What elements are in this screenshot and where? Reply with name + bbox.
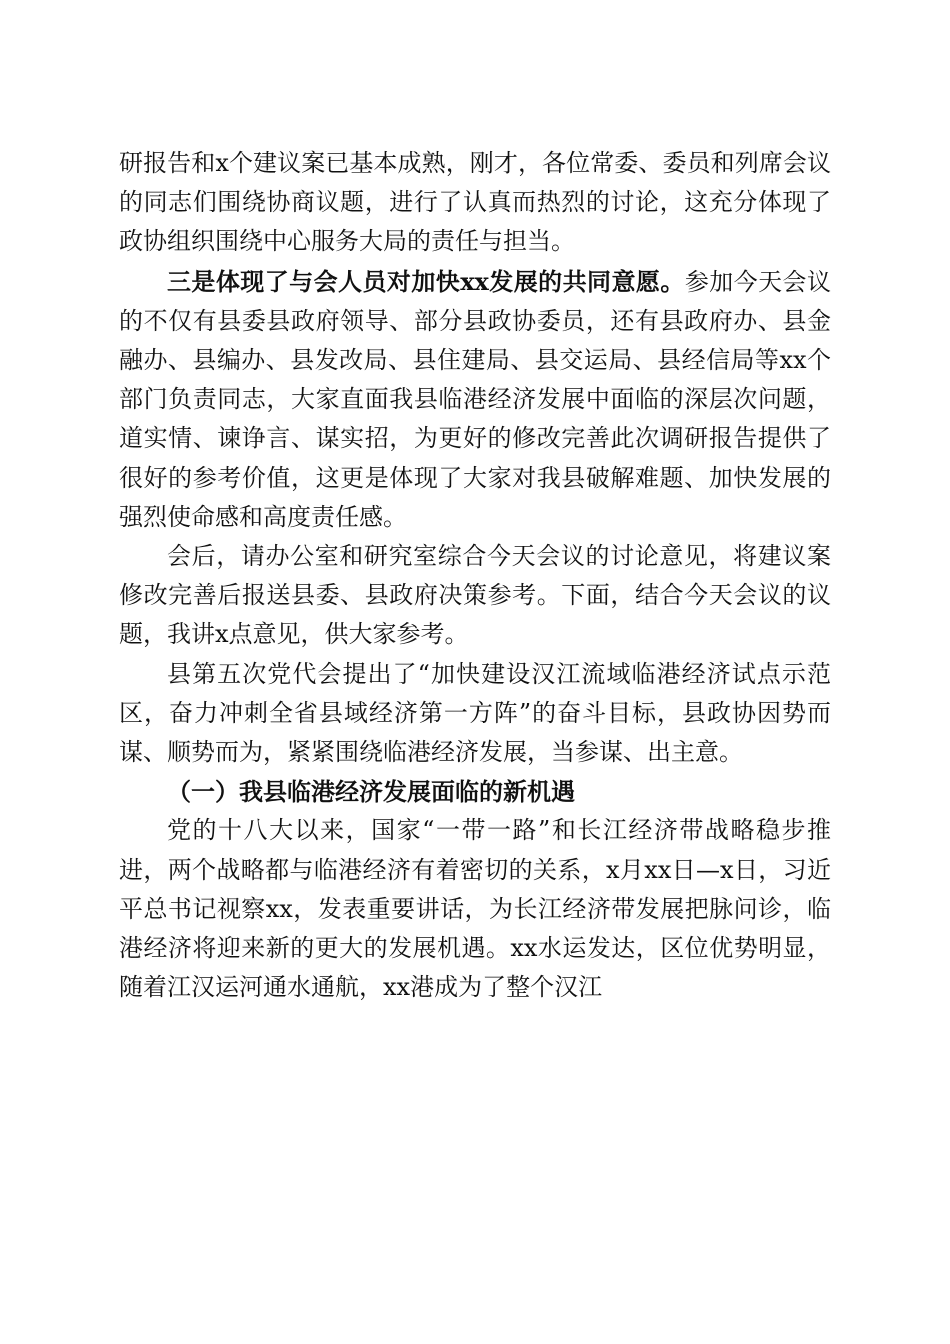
paragraph-text: 参加今天会议的不仅有县委县政府领导、部分县政协委员，还有县政府办、县金融办、县编办、县发改局、县住建局、县交运局、县经信局等xx个部门负责同志，大家直面我县临港经济发展中面临的深层次问题，道实情、谏诤言、谋实招，为更好的修改完善此次调研报告提供了很好的参考价值，这更是体现了大家对我县破解难题、加快发展的强烈使命感和高度责任感。 xyxy=(119,267,831,531)
paragraph-new-opportunity xyxy=(119,811,831,1007)
paragraph-text: 党的十八大以来，国家“一带一路”和长江经济带战略稳步推进，两个战略都与临港经济有着密切的关系，x月xx日—x日，习近平总书记视察xx，发表重要讲话，为长江经济带发展把脉问诊，临港经济将迎来新的更大的发展机遇。xx水运发达，区位优势明显，随着江汉运河通水通航，xx港成为了整个汉江 xyxy=(119,816,831,1002)
paragraph-lead-bold: 三是体现了与会人员对加快xx发展的共同意愿。 xyxy=(167,266,685,296)
paragraph-text: 研报告和x个建议案已基本成熟，刚才，各位常委、委员和列席会议的同志们围绕协商议题，进行了认真而热烈的讨论，这充分体现了政协组织围绕中心服务大局的责任与担当。 xyxy=(119,149,831,256)
section-heading xyxy=(119,772,831,811)
section-heading-text: （一）我县临港经济发展面临的新机遇 xyxy=(167,777,575,807)
document-page xyxy=(119,144,831,1007)
paragraph-text: 会后，请办公室和研究室综合今天会议的讨论意见，将建议案修改完善后报送县委、县政府决策参考。下面，结合今天会议的议题，我讲x点意见，供大家参考。 xyxy=(119,542,831,649)
paragraph-continued xyxy=(119,144,831,262)
paragraph-text: 县第五次党代会提出了“加快建设汉江流域临港经济试点示范区，奋力冲刺全省县域经济第一方阵”的奋斗目标，县政协因势而谋、顺势而为，紧紧围绕临港经济发展，当参谋、出主意。 xyxy=(119,659,831,767)
paragraph-after-meeting xyxy=(119,537,831,655)
paragraph-attendee-will xyxy=(119,262,831,537)
paragraph-party-congress xyxy=(119,655,831,773)
